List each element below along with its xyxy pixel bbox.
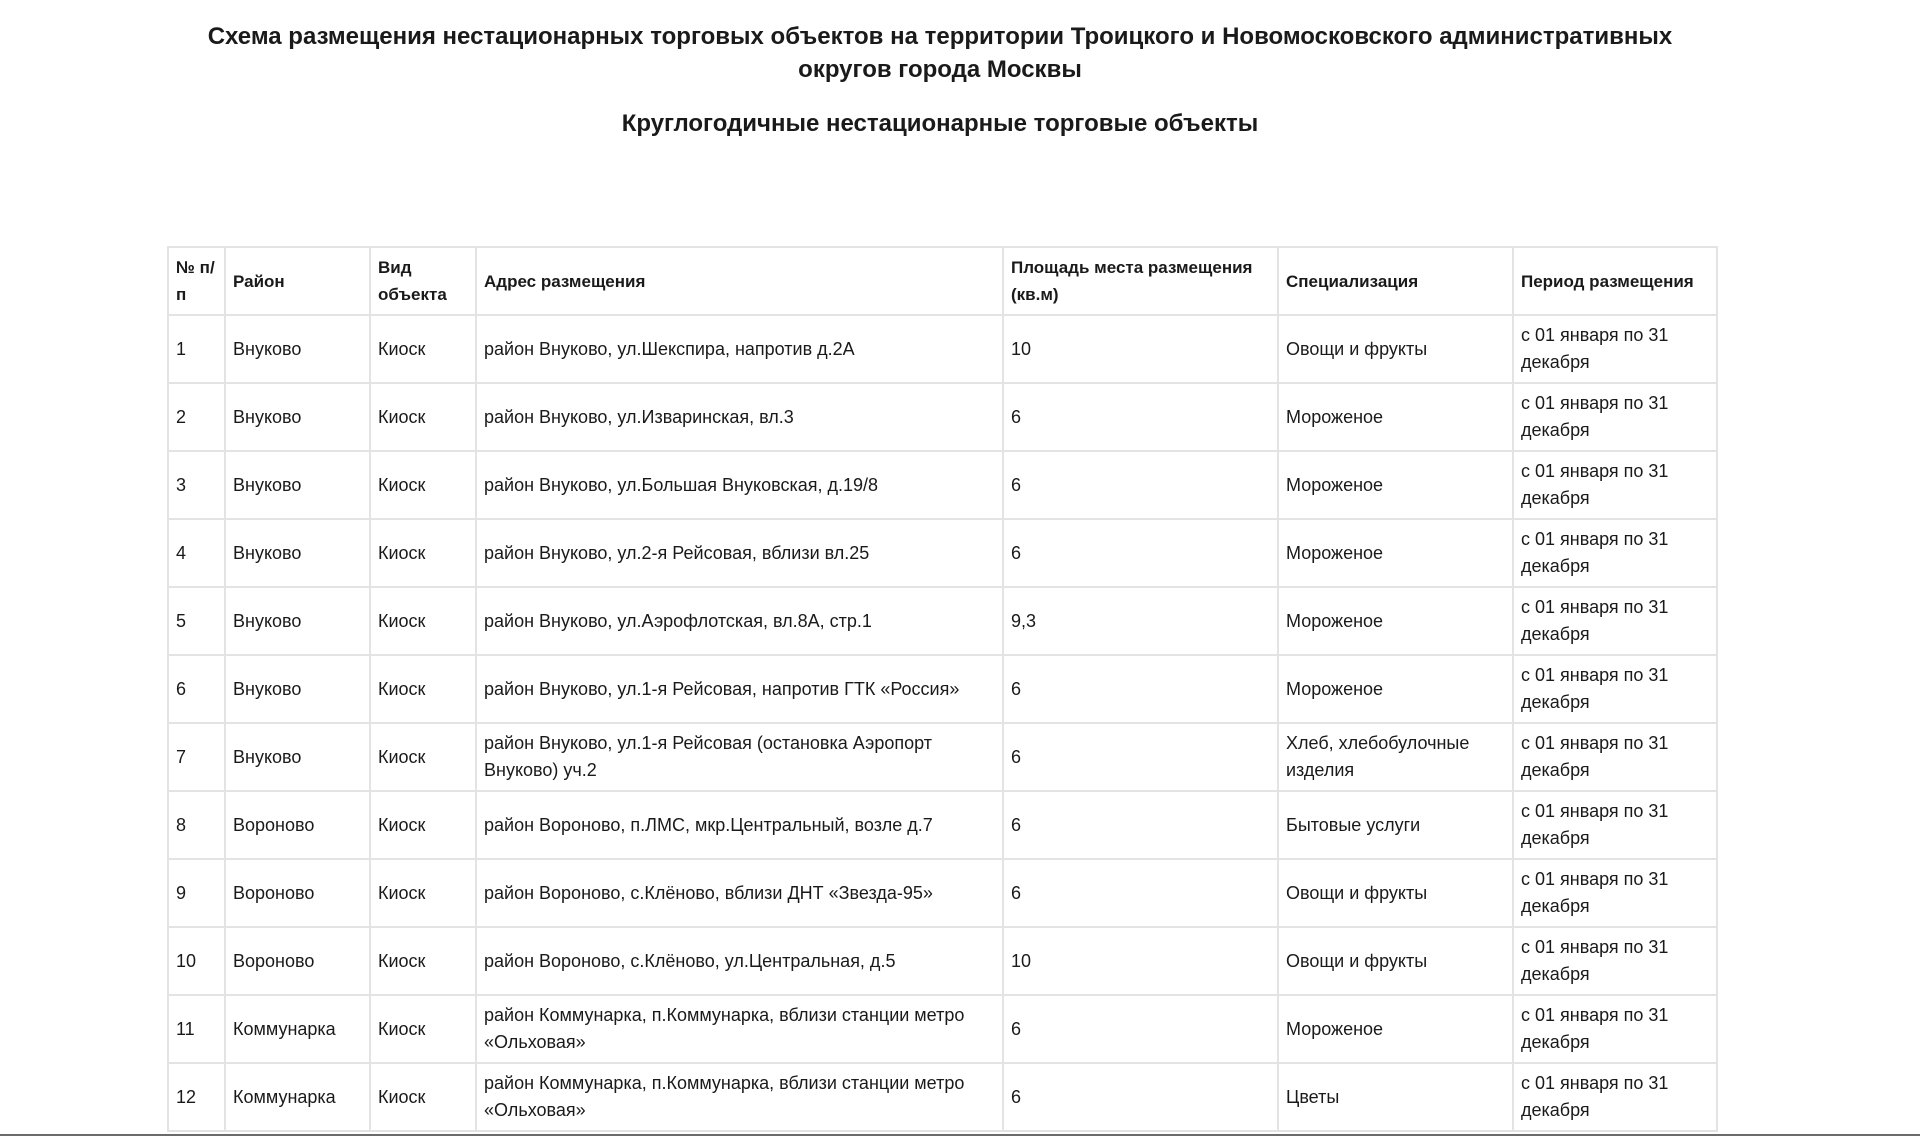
table-cell-object-type: Киоск xyxy=(370,927,476,995)
table-cell-area: 6 xyxy=(1003,451,1278,519)
table-cell-specialization: Мороженое xyxy=(1278,451,1513,519)
document-header xyxy=(0,20,1880,140)
table-row xyxy=(168,927,1717,995)
table-cell-object-type: Киоск xyxy=(370,791,476,859)
table-cell-number: 10 xyxy=(168,927,225,995)
table-row xyxy=(168,859,1717,927)
table-cell-district: Внуково xyxy=(225,723,370,791)
table-cell-number: 1 xyxy=(168,315,225,383)
table-cell-number: 9 xyxy=(168,859,225,927)
table-cell-district: Внуково xyxy=(225,315,370,383)
table-cell-address: район Коммунарка, п.Коммунарка, вблизи станции метро «Ольховая» xyxy=(476,995,1003,1063)
table-cell-district: Коммунарка xyxy=(225,995,370,1063)
table-cell-area: 6 xyxy=(1003,519,1278,587)
table-cell-object-type: Киоск xyxy=(370,383,476,451)
table-cell-object-type: Киоск xyxy=(370,723,476,791)
column-header-address: Адрес размещения xyxy=(476,247,1003,315)
document-subtitle: Круглогодичные нестационарные торговые объекты xyxy=(621,110,1259,137)
table-row xyxy=(168,655,1717,723)
table-cell-area: 10 xyxy=(1003,315,1278,383)
table-cell-address: район Внуково, ул.Аэрофлотская, вл.8А, стр.1 xyxy=(476,587,1003,655)
table-cell-period: с 01 января по 31 декабря xyxy=(1513,315,1717,383)
table-cell-number: 12 xyxy=(168,1063,225,1131)
table-cell-address: район Внуково, ул.2-я Рейсовая, вблизи вл.25 xyxy=(476,519,1003,587)
table-cell-district: Вороново xyxy=(225,927,370,995)
table-row xyxy=(168,519,1717,587)
table-row xyxy=(168,451,1717,519)
table-cell-area: 6 xyxy=(1003,995,1278,1063)
table-cell-object-type: Киоск xyxy=(370,519,476,587)
table-cell-district: Внуково xyxy=(225,519,370,587)
table-cell-specialization: Мороженое xyxy=(1278,587,1513,655)
table-body xyxy=(168,315,1717,1131)
table-row xyxy=(168,383,1717,451)
table-cell-number: 2 xyxy=(168,383,225,451)
table-cell-period: с 01 января по 31 декабря xyxy=(1513,791,1717,859)
table-cell-number: 7 xyxy=(168,723,225,791)
table-cell-period: с 01 января по 31 декабря xyxy=(1513,655,1717,723)
table-cell-number: 6 xyxy=(168,655,225,723)
table-cell-area: 6 xyxy=(1003,859,1278,927)
table-cell-district: Внуково xyxy=(225,451,370,519)
table-cell-specialization: Цветы xyxy=(1278,1063,1513,1131)
table-cell-object-type: Киоск xyxy=(370,995,476,1063)
table-cell-address: район Внуково, ул.1-я Рейсовая (остановка Аэропорт Внуково) уч.2 xyxy=(476,723,1003,791)
table-cell-number: 3 xyxy=(168,451,225,519)
placement-table xyxy=(167,246,1718,1132)
table-cell-district: Внуково xyxy=(225,655,370,723)
table-cell-address: район Внуково, ул.Большая Внуковская, д.19/8 xyxy=(476,451,1003,519)
table-cell-area: 6 xyxy=(1003,1063,1278,1131)
table-cell-district: Вороново xyxy=(225,859,370,927)
table-cell-area: 9,3 xyxy=(1003,587,1278,655)
placement-table-container xyxy=(167,246,1716,1132)
table-cell-specialization: Овощи и фрукты xyxy=(1278,927,1513,995)
table-cell-specialization: Мороженое xyxy=(1278,519,1513,587)
column-header-object-type: Вид объекта xyxy=(370,247,476,315)
table-cell-area: 6 xyxy=(1003,723,1278,791)
table-cell-specialization: Овощи и фрукты xyxy=(1278,859,1513,927)
table-cell-address: район Внуково, ул.Изваринская, вл.3 xyxy=(476,383,1003,451)
table-cell-object-type: Киоск xyxy=(370,587,476,655)
table-cell-number: 8 xyxy=(168,791,225,859)
table-cell-district: Коммунарка xyxy=(225,1063,370,1131)
table-cell-specialization: Овощи и фрукты xyxy=(1278,315,1513,383)
table-header-row xyxy=(168,247,1717,315)
table-row xyxy=(168,587,1717,655)
table-cell-object-type: Киоск xyxy=(370,315,476,383)
column-header-specialization: Специализация xyxy=(1278,247,1513,315)
table-cell-area: 6 xyxy=(1003,383,1278,451)
table-cell-district: Внуково xyxy=(225,383,370,451)
table-cell-specialization: Хлеб, хлебобулочные изделия xyxy=(1278,723,1513,791)
table-cell-area: 6 xyxy=(1003,655,1278,723)
column-header-period: Период размещения xyxy=(1513,247,1717,315)
table-cell-period: с 01 января по 31 декабря xyxy=(1513,927,1717,995)
column-header-number: № п/п xyxy=(168,247,225,315)
table-cell-object-type: Киоск xyxy=(370,655,476,723)
table-cell-period: с 01 января по 31 декабря xyxy=(1513,451,1717,519)
table-cell-address: район Внуково, ул.Шекспира, напротив д.2А xyxy=(476,315,1003,383)
table-cell-period: с 01 января по 31 декабря xyxy=(1513,723,1717,791)
table-cell-address: район Вороново, с.Клёново, ул.Центральная, д.5 xyxy=(476,927,1003,995)
document-title: Схема размещения нестационарных торговых объектов на территории Троицкого и Новомосковского административных округов города Москвы xyxy=(207,23,1673,83)
table-cell-address: район Коммунарка, п.Коммунарка, вблизи станции метро «Ольховая» xyxy=(476,1063,1003,1131)
column-header-district: Район xyxy=(225,247,370,315)
table-cell-specialization: Мороженое xyxy=(1278,995,1513,1063)
table-row xyxy=(168,791,1717,859)
table-cell-object-type: Киоск xyxy=(370,451,476,519)
table-row xyxy=(168,995,1717,1063)
table-cell-address: район Вороново, с.Клёново, вблизи ДНТ «Звезда-95» xyxy=(476,859,1003,927)
table-cell-period: с 01 января по 31 декабря xyxy=(1513,519,1717,587)
table-cell-address: район Вороново, п.ЛМС, мкр.Центральный, возле д.7 xyxy=(476,791,1003,859)
table-cell-period: с 01 января по 31 декабря xyxy=(1513,995,1717,1063)
table-cell-period: с 01 января по 31 декабря xyxy=(1513,383,1717,451)
table-cell-district: Вороново xyxy=(225,791,370,859)
table-cell-area: 6 xyxy=(1003,791,1278,859)
table-cell-specialization: Мороженое xyxy=(1278,655,1513,723)
table-cell-district: Внуково xyxy=(225,587,370,655)
table-cell-number: 5 xyxy=(168,587,225,655)
table-cell-number: 11 xyxy=(168,995,225,1063)
column-header-area: Площадь места размещения (кв.м) xyxy=(1003,247,1278,315)
table-row xyxy=(168,315,1717,383)
table-cell-specialization: Мороженое xyxy=(1278,383,1513,451)
table-cell-object-type: Киоск xyxy=(370,859,476,927)
table-cell-period: с 01 января по 31 декабря xyxy=(1513,859,1717,927)
table-cell-number: 4 xyxy=(168,519,225,587)
table-row xyxy=(168,723,1717,791)
table-cell-specialization: Бытовые услуги xyxy=(1278,791,1513,859)
table-cell-period: с 01 января по 31 декабря xyxy=(1513,1063,1717,1131)
table-cell-period: с 01 января по 31 декабря xyxy=(1513,587,1717,655)
table-cell-area: 10 xyxy=(1003,927,1278,995)
table-row xyxy=(168,1063,1717,1131)
table-cell-address: район Внуково, ул.1-я Рейсовая, напротив ГТК «Россия» xyxy=(476,655,1003,723)
table-cell-object-type: Киоск xyxy=(370,1063,476,1131)
